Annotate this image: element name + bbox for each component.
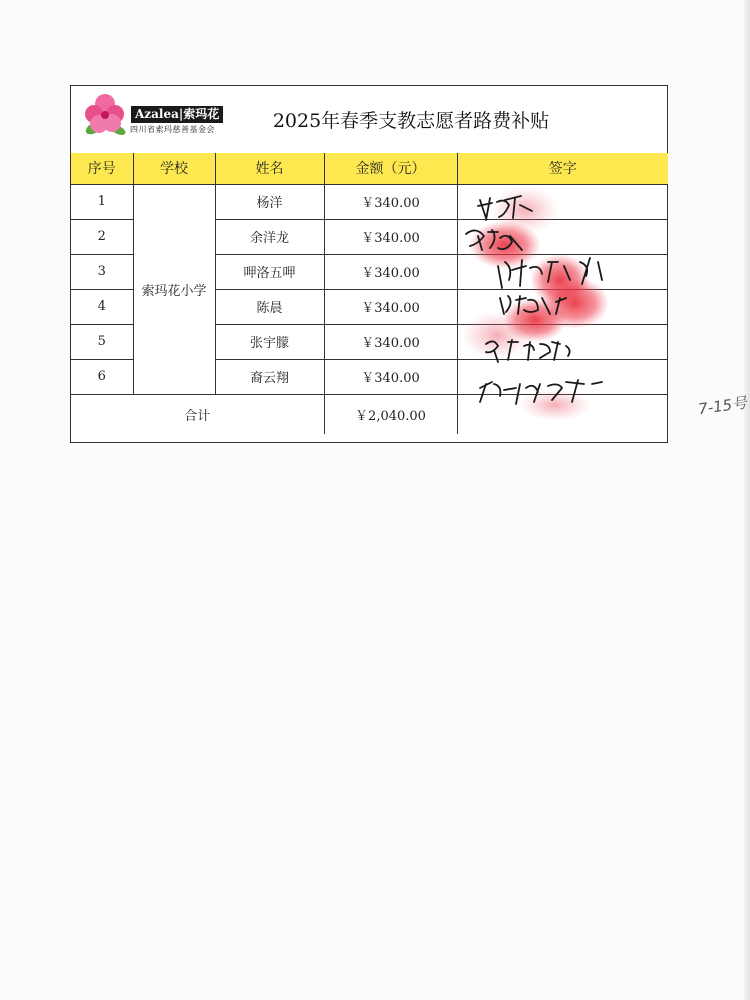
row-name: 杨洋 [215,184,324,219]
row-amount: ￥340.00 [324,219,457,254]
row-number: 2 [71,219,133,254]
total-label: 合计 [71,394,324,434]
column-header-school: 学校 [133,153,215,184]
margin-note: 7-15号 [697,393,749,419]
total-signature-cell [457,394,668,434]
row-name: 呷洛五呷 [215,254,324,289]
column-header-amount: 金额（元） [324,153,457,184]
signature-cell [457,184,668,219]
row-amount: ￥340.00 [324,184,457,219]
row-amount: ￥340.00 [324,359,457,394]
page-edge [744,0,750,1000]
table-row [71,184,668,219]
document-title: 2025年春季支教志愿者路费补贴 [272,110,550,132]
signature-cell [457,359,668,394]
subsidy-form [70,85,668,443]
school-cell: 索玛花小学 [133,184,215,394]
column-header-name: 姓名 [215,153,324,184]
row-number: 6 [71,359,133,394]
subsidy-table [71,153,668,434]
signature-cell [457,219,668,254]
column-header-no: 序号 [71,153,133,184]
azalea-logo [83,92,223,144]
signature-cell [457,254,668,289]
logo-brand: Azalea|索玛花 [131,106,223,123]
logo-subtitle: 四川省索玛慈善基金会 [130,125,215,134]
total-row [71,394,668,434]
row-number: 3 [71,254,133,289]
row-name: 陈晨 [215,289,324,324]
row-number: 4 [71,289,133,324]
total-amount: ￥2,040.00 [324,394,457,434]
azalea-flower-icon [83,92,131,144]
row-amount: ￥340.00 [324,254,457,289]
signature-cell [457,289,668,324]
row-name: 裔云翔 [215,359,324,394]
table-header-row [71,153,668,184]
row-amount: ￥340.00 [324,289,457,324]
signature-cell [457,324,668,359]
row-name: 张宇朦 [215,324,324,359]
title-row [71,86,667,154]
row-number: 1 [71,184,133,219]
row-amount: ￥340.00 [324,324,457,359]
column-header-signature: 签字 [457,153,668,184]
row-number: 5 [71,324,133,359]
row-name: 余洋龙 [215,219,324,254]
